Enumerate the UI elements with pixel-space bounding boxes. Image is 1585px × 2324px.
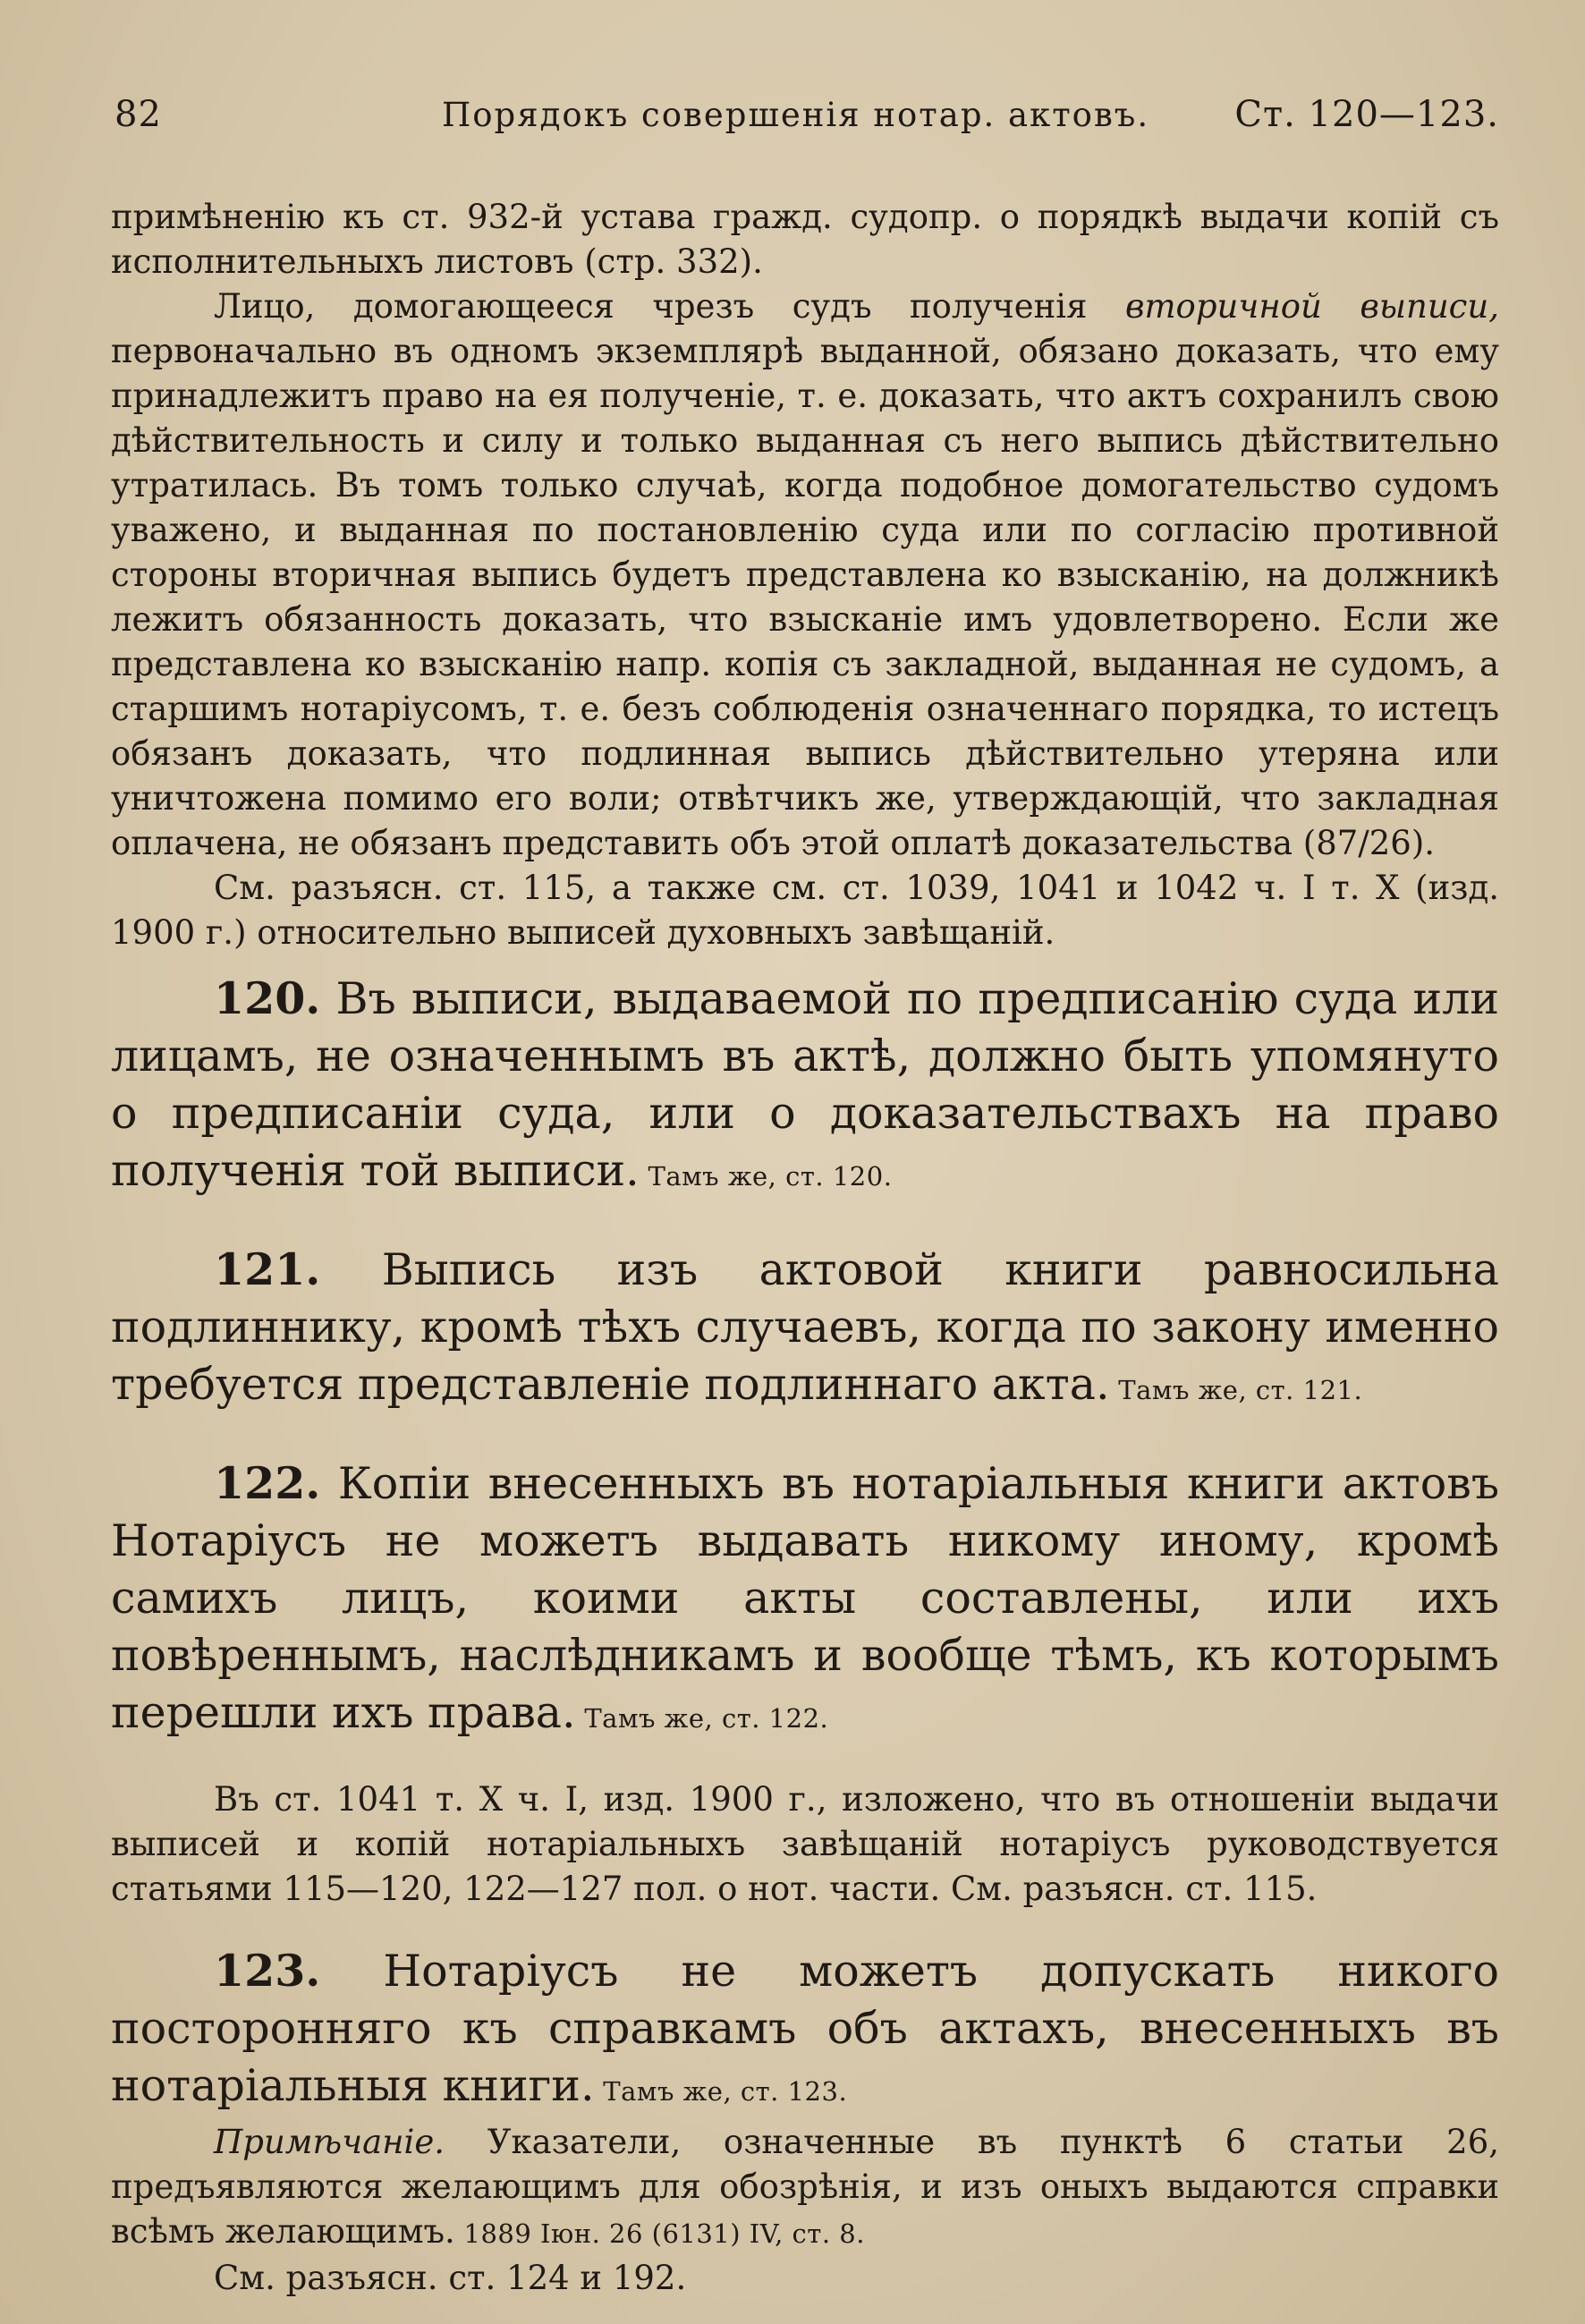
commentary-paragraph-2 [111,284,1499,866]
text-run: Лицо, домогающееся чрезъ судъ полученія [214,287,1125,326]
note-122 [111,1777,1499,1912]
note-text: Указатели, означенные въ пунктѣ 6 статьи 26, предъявляются желающимъ для обозрѣнія, и изъ оныхъ выдаются справки всѣмъ желающимъ. [111,2123,1499,2251]
article-source: Тамъ же, ст. 120. [639,1161,893,1192]
article-range: Ст. 120—123. [1234,94,1499,135]
article-text: Нотаріусъ не можетъ допускать никого посторонняго къ справкамъ объ актахъ, внесенныхъ въ нотаріальныя книги. [111,1946,1499,2111]
article-number: 122. [214,1457,321,1509]
article-text: Копіи внесенныхъ въ нотаріальныя книги актовъ Нотаріусъ не можетъ выдавать никому иному, кромѣ самихъ лицъ, коими акты составлены, или ихъ повѣреннымъ, наслѣдникамъ и вообще тѣмъ, къ которымъ перешли ихъ права. [111,1458,1499,1738]
article-source: Тамъ же, ст. 121. [1109,1375,1363,1405]
article-120 [111,970,1499,1205]
see-also-paragraph: См. разъясн. ст. 115, а также см. ст. 1039, 1041 и 1042 ч. I т. X (изд. 1900 г.) относительно выписей духовныхъ завѣщаній. [111,869,1499,952]
see-also-paragraph: См. разъясн. ст. 124 и 192. [214,2259,687,2297]
italic-term: вторичной выписи, [1124,287,1499,326]
article-122 [111,1455,1499,1747]
note-source: 1889 Іюн. 26 (6131) IV, ст. 8. [454,2218,865,2249]
article-source: Тамъ же, ст. 122. [575,1703,829,1734]
article-123 [111,1942,1499,2120]
page-number: 82 [114,94,162,135]
note-paragraph: Въ ст. 1041 т. X ч. I, изд. 1900 г., изложено, что въ отношеніи выдачи выписей и копій нотаріальныхъ завѣщаній нотаріусъ руководствуется статьями 115—120, 122—127 пол. о нот. части. См. разъясн. ст. 115. [111,1780,1499,1908]
commentary-paragraph-1: примѣненію къ ст. 932-й устава гражд. судопр. о порядкѣ выдачи копій съ исполнительныхъ листовъ (стр. 332). [111,198,1499,281]
article-number: 121. [214,1243,321,1295]
article-source: Тамъ же, ст. 123. [594,2076,848,2107]
article-number: 123. [214,1945,321,1997]
article-text: Въ выписи, выдаваемой по предписанію суда или лицамъ, не означеннымъ въ актѣ, должно быть упомянуто о предписаніи суда, или о доказательствахъ на право полученія той выписи. [111,973,1499,1196]
running-title: Порядокъ совершенія нотар. актовъ. [442,96,1150,134]
article-121 [111,1241,1499,1419]
article-text: Выпись изъ актовой книги равносильна подлиннику, кромѣ тѣхъ случаевъ, когда по закону именно требуется представленіе подлиннаго акта. [111,1244,1499,1410]
running-header [111,94,1499,148]
commentary-block [111,195,1499,955]
note-label: Примѣчаніе. [214,2123,445,2161]
article-number: 120. [214,972,321,1024]
page-body [111,195,1499,2301]
article-123-note [111,2120,1499,2301]
text-run: первоначально въ одномъ экземплярѣ выданной, обязано доказать, что ему принадлежитъ право на ея полученіе, т. е. доказать, что актъ сохранилъ свою дѣйствительность и силу и только выданная съ него выпись дѣйствительно утратилась. Въ томъ только случаѣ, когда подобное домогательство судомъ уважено, и выданная по постановленію суда или по согласію противной стороны вторичная выпись будетъ представлена ко взысканію, на должникѣ лежитъ обязанность доказать, что взысканіе имъ удовлетворено. Если же представлена ко взысканію напр. копія съ закладной, выданная не судомъ, а старшимъ нотаріусомъ, т. е. безъ соблюденія означеннаго порядка, то истецъ обязанъ доказать, что подлинная выпись дѣйствительно утеряна или уничтожена помимо его воли; отвѣтчикъ же, утверждающій, что закладная оплачена, не обязанъ представить объ этой оплатѣ доказательства (87/26). [111,332,1499,862]
